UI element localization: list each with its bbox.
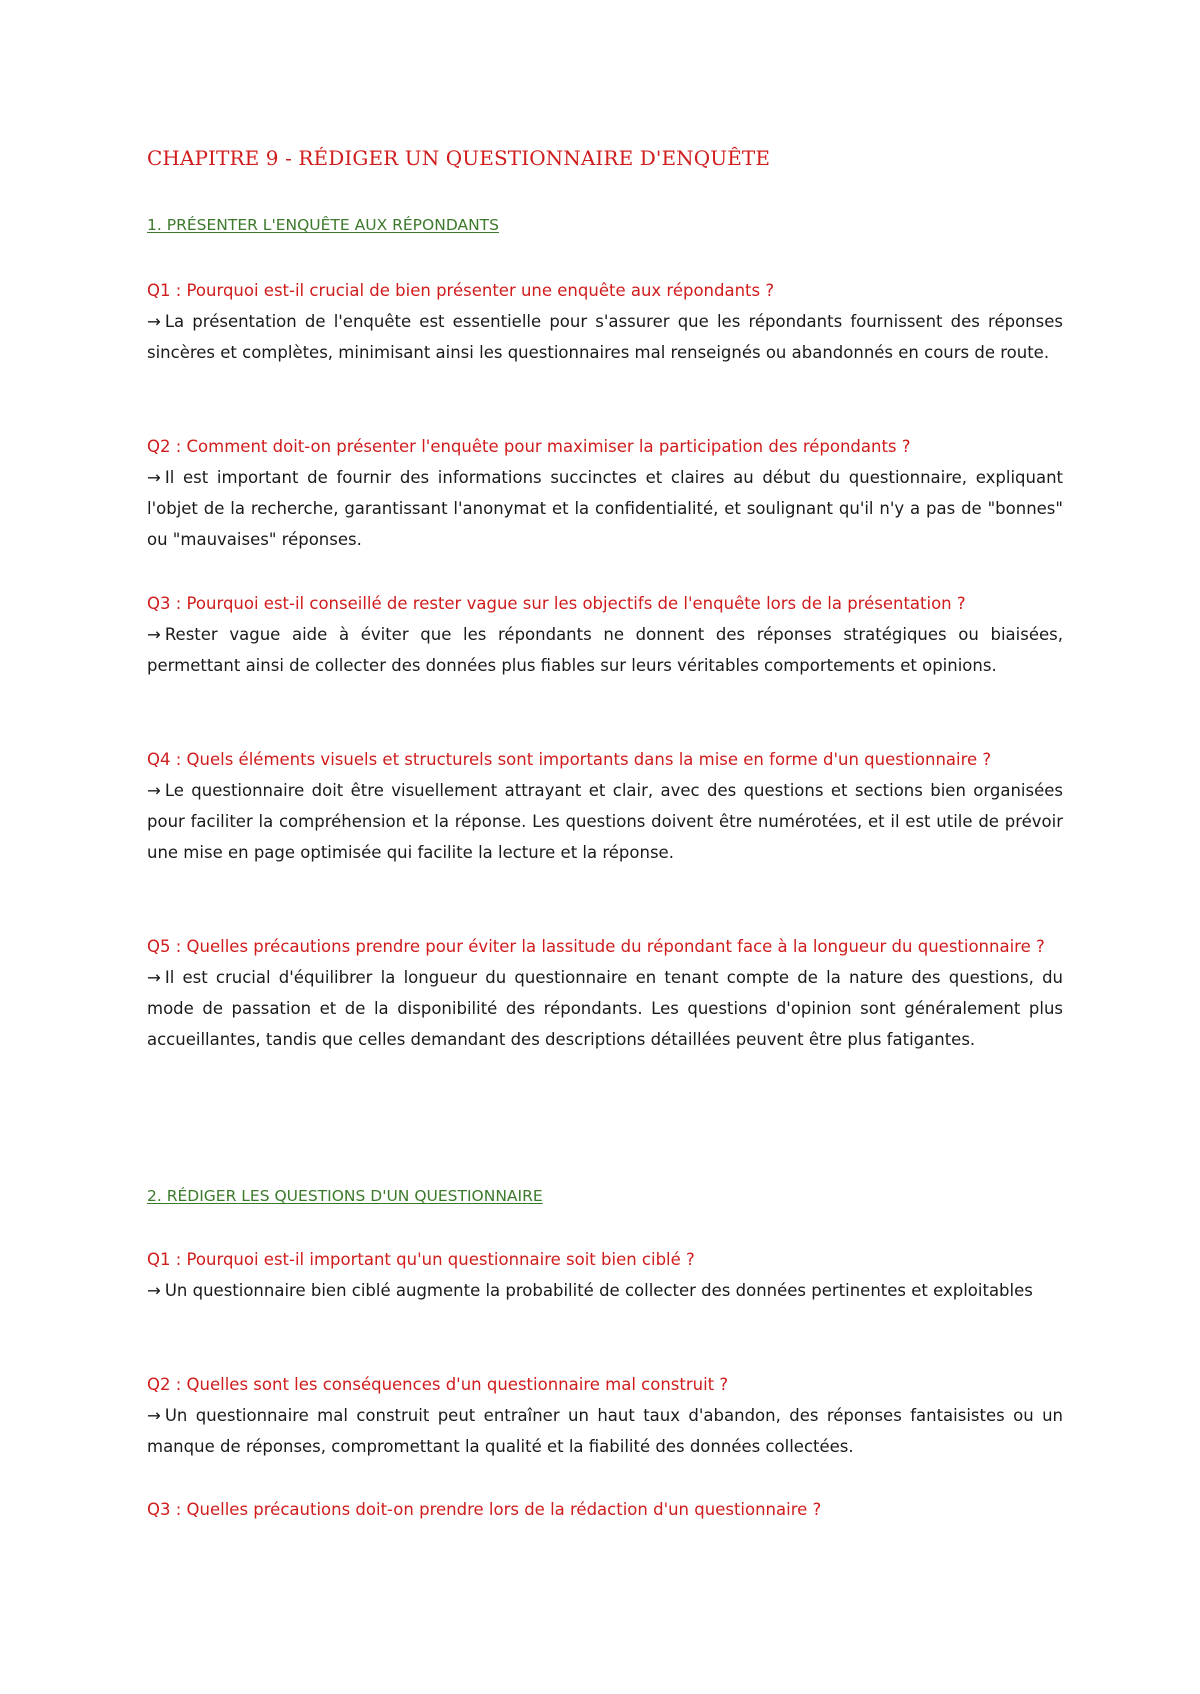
arrow-icon: → bbox=[147, 1281, 161, 1300]
answer-text: La présentation de l'enquête est essentielle pour s'assurer que les répondants fournissent des réponses sincères et complètes, minimisant ainsi les questionnaires mal renseignés ou abandonnés en cours de route. bbox=[147, 312, 1063, 362]
answer bbox=[147, 962, 1063, 1055]
qa-item bbox=[147, 1244, 1063, 1306]
section-heading-2: 2. RÉDIGER LES QUESTIONS D'UN QUESTIONNAIRE bbox=[147, 1187, 543, 1205]
qa-item bbox=[147, 931, 1063, 1055]
section-heading-1: 1. PRÉSENTER L'ENQUÊTE AUX RÉPONDANTS bbox=[147, 216, 499, 234]
answer bbox=[147, 775, 1063, 868]
arrow-icon: → bbox=[147, 968, 161, 987]
answer bbox=[147, 462, 1063, 555]
qa-item bbox=[147, 1494, 1063, 1525]
answer-text: Il est crucial d'équilibrer la longueur du questionnaire en tenant compte de la nature des questions, du mode de passation et de la disponibilité des répondants. Les questions d'opinion sont généralement plus accueillantes, tandis que celles demandant des descriptions détaillées peuvent être plus fatigantes. bbox=[147, 968, 1063, 1049]
arrow-icon: → bbox=[147, 468, 161, 487]
answer-text: Un questionnaire bien ciblé augmente la probabilité de collecter des données pertinentes et exploitables bbox=[164, 1281, 1033, 1300]
arrow-icon: → bbox=[147, 781, 161, 800]
question: Q4 : Quels éléments visuels et structurels sont importants dans la mise en forme d'un questionnaire ? bbox=[147, 750, 992, 769]
question: Q1 : Pourquoi est-il crucial de bien présenter une enquête aux répondants ? bbox=[147, 281, 775, 300]
arrow-icon: → bbox=[147, 625, 161, 644]
answer bbox=[147, 1275, 1063, 1306]
answer bbox=[147, 619, 1063, 681]
chapter-title: CHAPITRE 9 - RÉDIGER UN QUESTIONNAIRE D'ENQUÊTE bbox=[147, 146, 771, 170]
question: Q1 : Pourquoi est-il important qu'un questionnaire soit bien ciblé ? bbox=[147, 1250, 695, 1269]
qa-item bbox=[147, 744, 1063, 868]
answer bbox=[147, 306, 1063, 368]
qa-item bbox=[147, 431, 1063, 555]
answer-text: Rester vague aide à éviter que les répondants ne donnent des réponses stratégiques ou biaisées, permettant ainsi de collecter des données plus fiables sur leurs véritables comportements et opinions. bbox=[147, 625, 1063, 675]
answer-text: Un questionnaire mal construit peut entraîner un haut taux d'abandon, des réponses fantaisistes ou un manque de réponses, compromettant la qualité et la fiabilité des données collectées. bbox=[147, 1406, 1063, 1456]
answer-text: Il est important de fournir des informations succinctes et claires au début du questionnaire, expliquant l'objet de la recherche, garantissant l'anonymat et la confidentialité, et soulignant qu'il n'y a pas de "bonnes" ou "mauvaises" réponses. bbox=[147, 468, 1063, 549]
question: Q2 : Comment doit-on présenter l'enquête pour maximiser la participation des répondants ? bbox=[147, 437, 911, 456]
answer-text: Le questionnaire doit être visuellement attrayant et clair, avec des questions et sections bien organisées pour faciliter la compréhension et la réponse. Les questions doivent être numérotées, et il est utile de prévoir une mise en page optimisée qui facilite la lecture et la réponse. bbox=[147, 781, 1063, 862]
question: Q2 : Quelles sont les conséquences d'un questionnaire mal construit ? bbox=[147, 1375, 729, 1394]
arrow-icon: → bbox=[147, 1406, 161, 1425]
arrow-icon: → bbox=[147, 312, 161, 331]
answer bbox=[147, 1400, 1063, 1462]
qa-item bbox=[147, 588, 1063, 681]
qa-item bbox=[147, 1369, 1063, 1462]
question: Q3 : Quelles précautions doit-on prendre lors de la rédaction d'un questionnaire ? bbox=[147, 1500, 822, 1519]
qa-item bbox=[147, 275, 1063, 368]
question: Q5 : Quelles précautions prendre pour éviter la lassitude du répondant face à la longueur du questionnaire ? bbox=[147, 937, 1045, 956]
question: Q3 : Pourquoi est-il conseillé de rester vague sur les objectifs de l'enquête lors de la présentation ? bbox=[147, 594, 966, 613]
